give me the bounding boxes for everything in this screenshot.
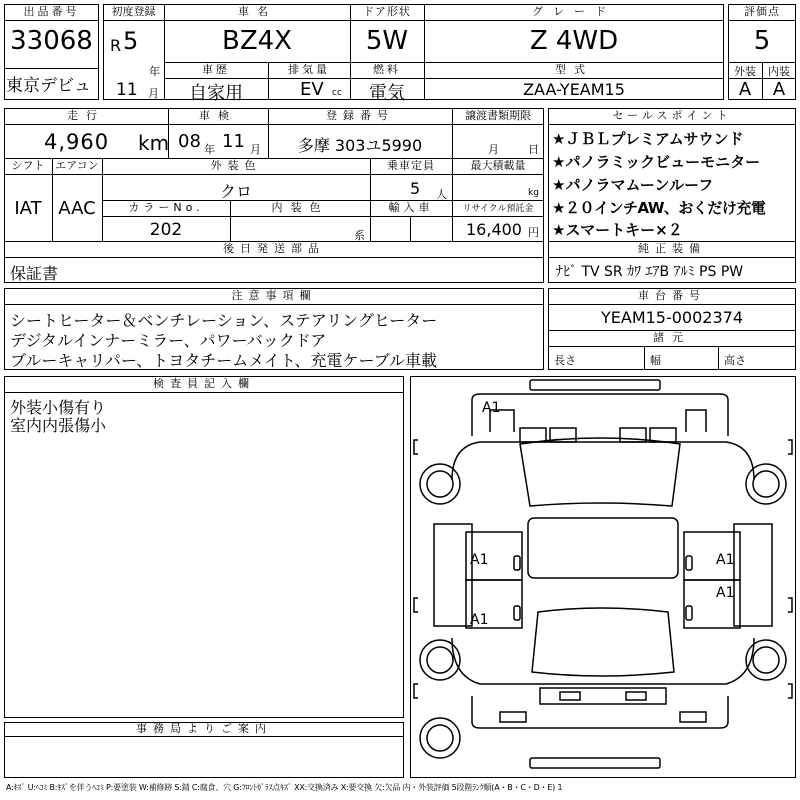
later-label: 後日発送部品 [223, 242, 325, 255]
history-value: 自家用 [189, 83, 243, 104]
ext-color-value: クロ [219, 182, 252, 201]
transfer-month-unit: 月 [488, 143, 499, 156]
mileage-unit: km [138, 131, 170, 155]
notes-line: ブルーキャリパー、トヨタチームメイト、充電ケーブル車載 [10, 351, 438, 370]
int-color-unit: 系 [354, 229, 365, 242]
year-unit: 年 [149, 65, 160, 78]
transfer-label: 譲渡書類期限 [465, 109, 531, 122]
ac-label: エアコン [55, 159, 99, 172]
color-no-label: カラーNo. [128, 201, 204, 214]
type-label: 型式 [555, 63, 593, 76]
fuel-label: 燃料 [373, 63, 401, 76]
notes-label: 注意事項欄 [231, 289, 317, 302]
displacement-label: 排気量 [288, 63, 330, 76]
history-label: 車歴 [202, 63, 230, 76]
later-value: 保証書 [10, 264, 59, 283]
capacity-value: 5 [410, 179, 421, 198]
max-load-label: 最大積載量 [470, 159, 526, 172]
dims-label: 諸元 [653, 331, 691, 344]
office-label: 事務局よりご案内 [136, 722, 272, 735]
reg-label: 登録番号 [326, 109, 394, 122]
height-label: 高さ [724, 354, 746, 367]
max-load-unit: kg [528, 188, 539, 198]
inspection-year-unit: 年 [204, 143, 215, 156]
damage-mark: A1 [482, 400, 501, 416]
selling-point-item: ★パノラマムーンルーフ [552, 176, 714, 194]
fuel-value: 電気 [369, 83, 405, 104]
inspection-year: 08 [178, 131, 201, 152]
interior-label: 内装 [768, 65, 790, 78]
notes-line: シートヒーター＆ベンチレーション、ステアリングヒーター [10, 311, 438, 330]
capacity-unit: 人 [436, 188, 447, 201]
reg-month: 11 [116, 80, 138, 100]
inspector-line: 外装小傷有り [10, 398, 107, 417]
int-color-label: 内装色 [271, 201, 329, 214]
reg-year: 5 [123, 27, 139, 55]
displacement-unit: cc [332, 88, 342, 98]
recycle-unit: 円 [528, 226, 539, 239]
shift-label: シフト [11, 159, 45, 172]
mileage-value: 4,960 [44, 130, 110, 154]
chassis-label: 車台番号 [638, 289, 706, 302]
reg-number: 多摩 303ユ5990 [297, 136, 423, 155]
selling-point-item: ★２０インチAW、おくだけ充電 [552, 199, 766, 217]
first-reg-label: 初度登録 [111, 5, 156, 18]
damage-mark: A1 [716, 552, 735, 568]
score-value: 5 [753, 26, 771, 56]
type-value: ZAA-YEAM15 [523, 80, 625, 99]
month-unit: 月 [148, 87, 159, 100]
capacity-label: 乗車定員 [387, 159, 435, 172]
selling-point-item: ★ＪＢＬプレミアムサウンド [552, 130, 744, 148]
grade-value: Z 4WD [529, 26, 619, 56]
lot-number: 33068 [10, 26, 93, 56]
reg-era: R [110, 36, 122, 55]
exterior-grade: A [738, 79, 752, 100]
mileage-label: 走行 [67, 109, 105, 122]
recycle-label: リサイクル預託金 [462, 204, 534, 214]
import-label: 輸入車 [388, 201, 434, 214]
inspection-month: 11 [222, 131, 245, 152]
exterior-label: 外装 [734, 65, 756, 78]
damage-mark: A1 [716, 585, 735, 601]
ext-color-label: 外装色 [210, 159, 262, 172]
chassis-value: YEAM15-0002374 [600, 308, 744, 327]
door-value: 5W [365, 26, 409, 56]
shift-value: IAT [14, 198, 42, 219]
transfer-day-unit: 日 [528, 143, 539, 156]
width-label: 幅 [650, 354, 661, 367]
damage-mark: A1 [470, 552, 489, 568]
notes-line: デジタルインナーミラー、パワーバックドア [10, 331, 327, 350]
inspection-label: 車検 [199, 109, 237, 122]
displacement-value: EV [300, 79, 324, 100]
door-label: ドア形状 [363, 5, 411, 18]
selling-point-item: ★パノラミックビューモニター [552, 153, 761, 171]
venue: 東京デビュ [6, 76, 91, 96]
inspector-label: 検査員記入欄 [153, 377, 255, 390]
equipment-value: ﾅﾋﾞ TV SR ｶﾜ ｴｱB ｱﾙﾐ PS PW [556, 264, 744, 280]
interior-grade: A [772, 79, 786, 100]
selling-point-item: ★スマートキー×２ [552, 221, 683, 239]
ac-value: AAC [58, 198, 96, 219]
inspector-line: 室内内張傷小 [10, 416, 107, 435]
legend: A:ｷｽﾞ U:ﾍｺﾐ B:ｷｽﾞを伴うﾍｺﾐ P:要塗装 W:補修跡 S:錆 C:腐食、穴 G:ﾌﾛﾝﾄｶﾞﾗｽ点ｷｽﾞ XX:交換済み X:要交換 欠:欠品 内・外装評価 5段階ﾗﾝｸ順(A・B・C・D・E) 1 [6, 783, 563, 792]
lot-label: 出品番号 [23, 5, 80, 18]
selling-points-label: セールスポイント [612, 109, 732, 122]
color-no-value: 202 [149, 220, 183, 240]
recycle-value: 16,400 [466, 220, 522, 239]
damage-mark: A1 [470, 612, 489, 628]
car-diagram [410, 376, 796, 778]
model-label: 車名 [238, 5, 276, 18]
grade-label: グレード [532, 5, 616, 18]
length-label: 長さ [554, 354, 576, 367]
equipment-label: 純正装備 [638, 242, 706, 255]
score-label: 評価点 [744, 5, 780, 18]
inspection-month-unit: 月 [250, 143, 261, 156]
model-name: BZ4X [221, 26, 292, 56]
